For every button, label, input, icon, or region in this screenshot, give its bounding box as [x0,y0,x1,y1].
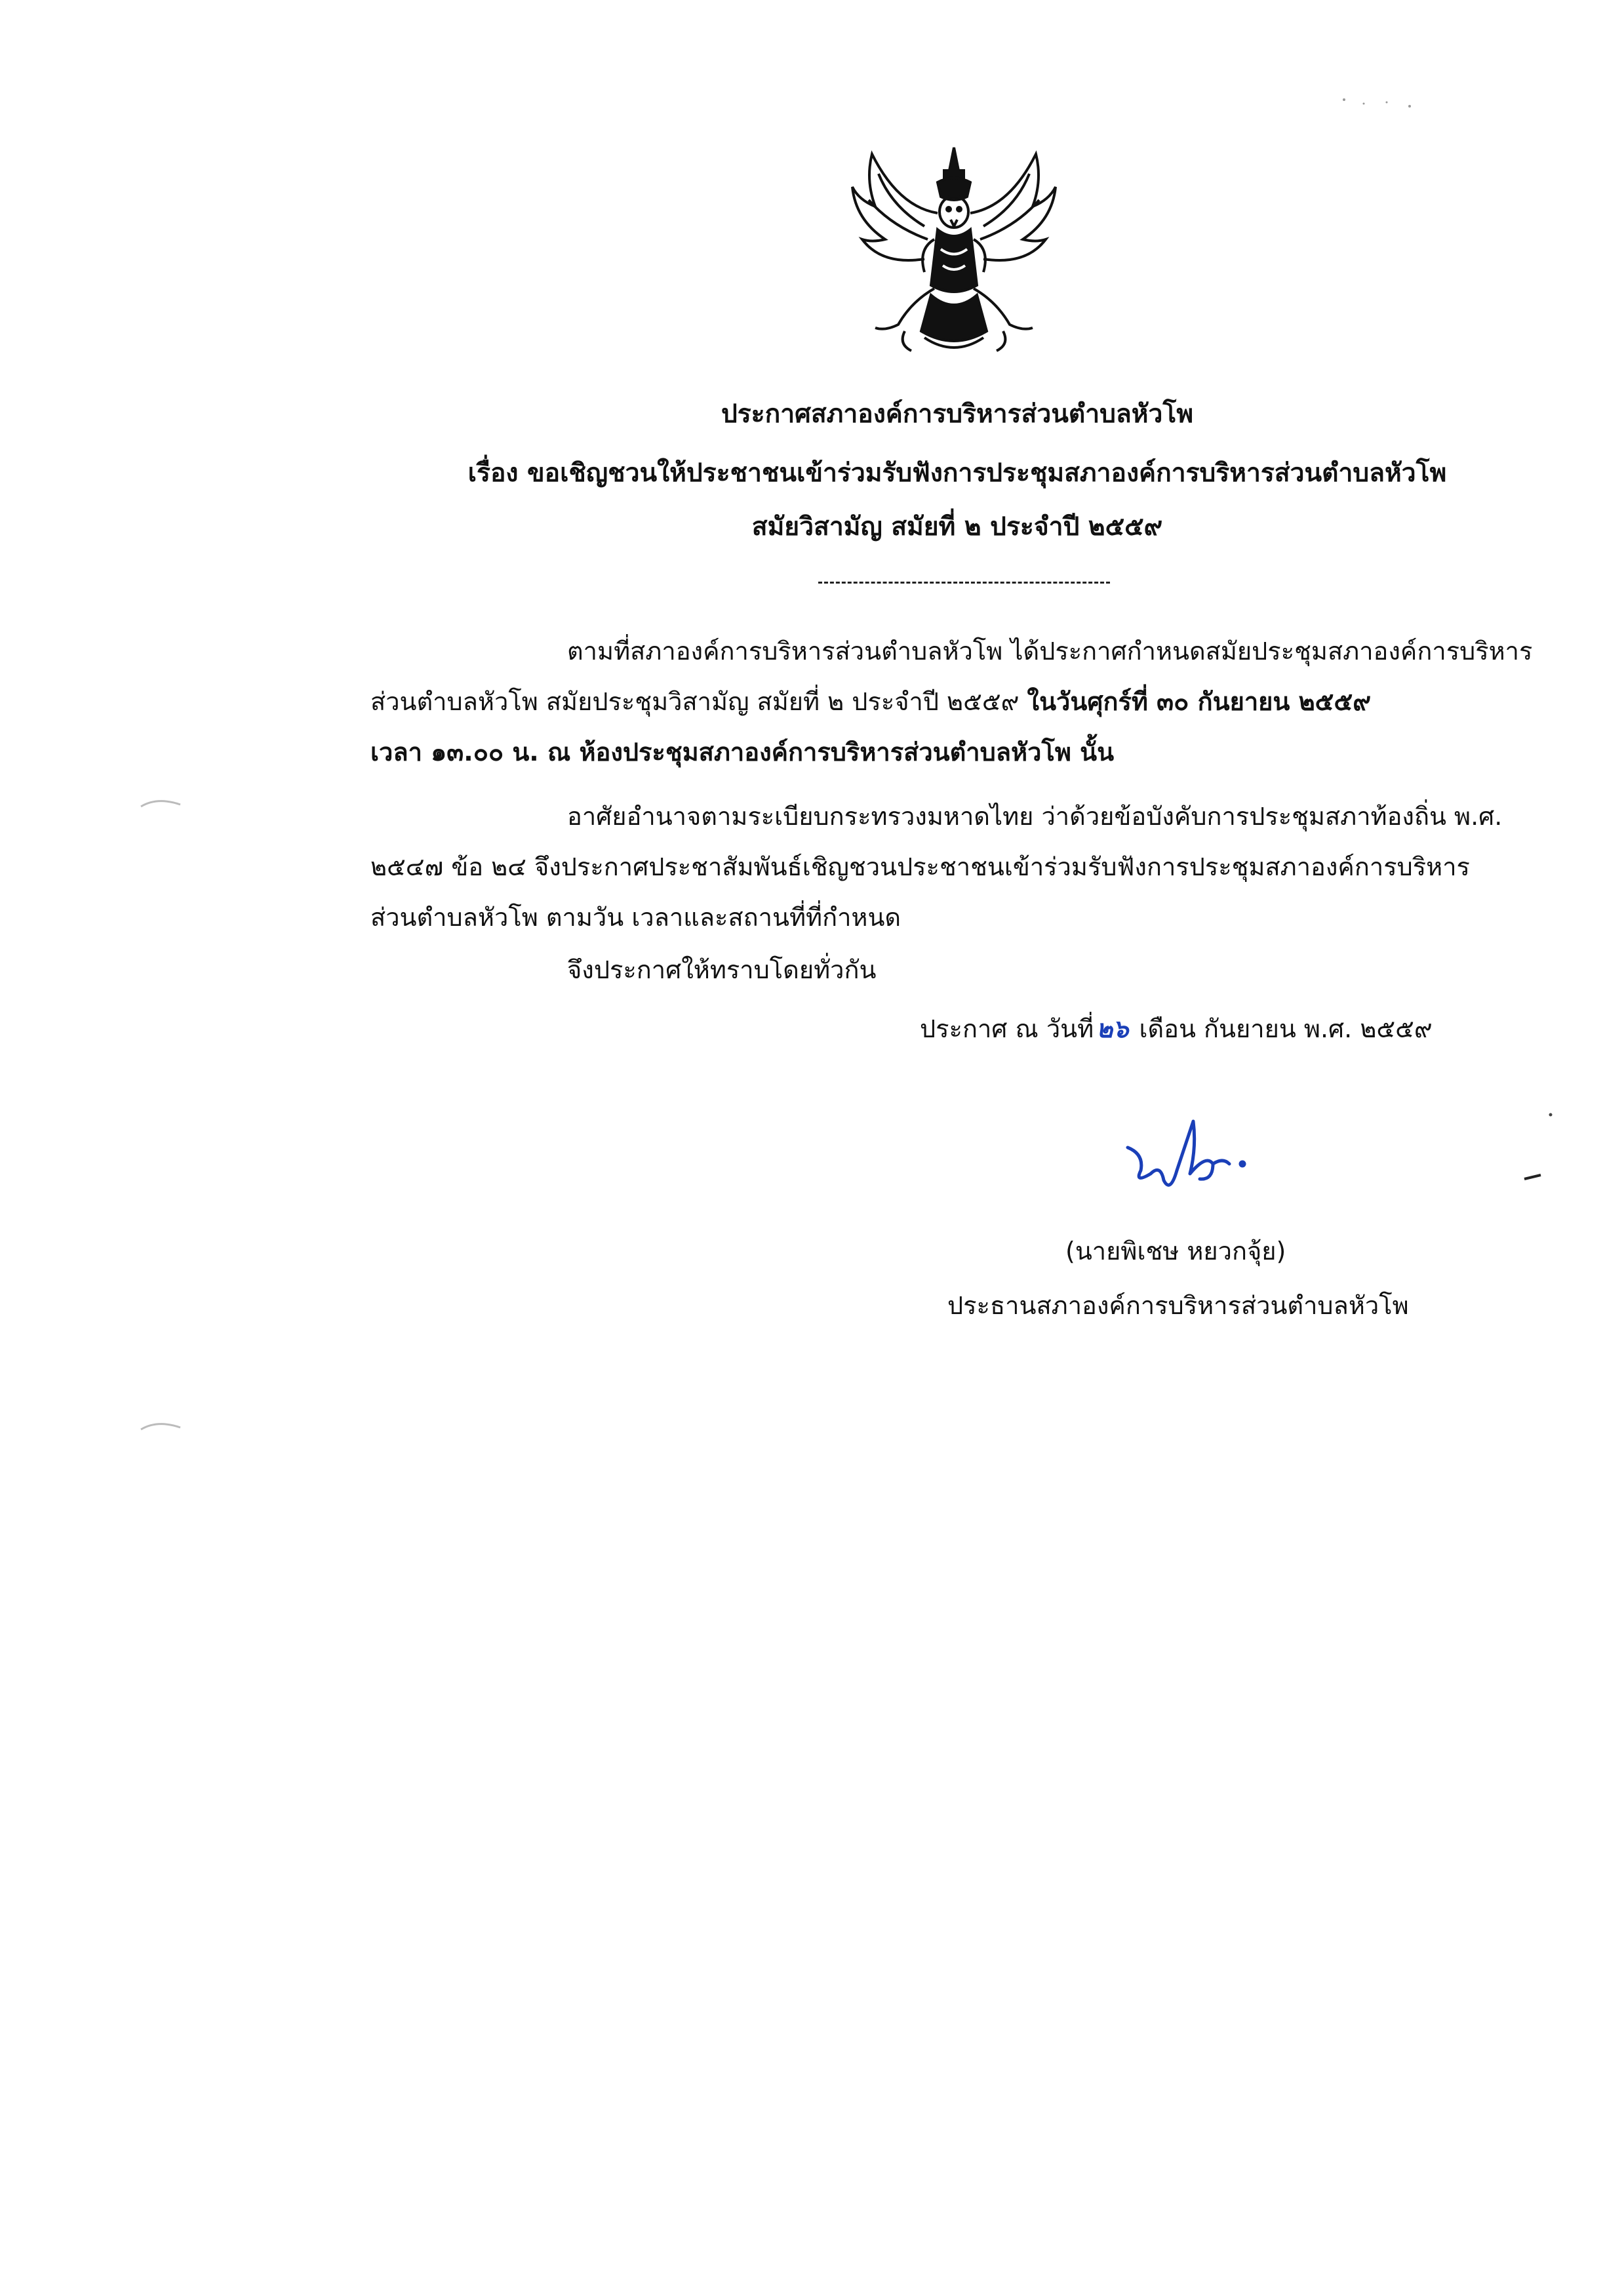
signer-name: (นายพิเชษ หยวกจุ้ย) [1065,1237,1286,1266]
handwritten-day: ๒๖ [1096,1014,1129,1043]
scan-mark-decoration [138,1420,184,1433]
scan-mark-decoration [1521,1167,1547,1187]
paragraph2-line1: อาศัยอำนาจตามระเบียบกระทรวงมหาดไทย ว่าด้วยข้อบังคับการประชุมสภาท้องถิ่น พ.ศ. [567,802,1503,831]
paragraph2-line3: ส่วนตำบลหัวโพ ตามวัน เวลาและสถานที่ที่กำหนด [370,903,901,932]
scan-speck-decoration [1337,92,1416,118]
paragraph2-line2: ๒๕๔๗ ข้อ ๒๔ จึงประกาศประชาสัมพันธ์เชิญชวนประชาชนเข้าร่วมรับฟังการประชุมสภาองค์การบริหาร [370,852,1470,881]
signer-position: ประธานสภาองค์การบริหารส่วนตำบลหัวโพ [947,1291,1409,1320]
paragraph-meeting-schedule [370,626,1544,778]
meeting-date: ในวันศุกร์ที่ ๓๐ กันยายน ๒๕๕๙ [1027,687,1372,716]
paragraph-legal-basis [370,791,1544,943]
handwritten-signature-icon [1115,1102,1265,1200]
announcement-date: ประกาศ ณ วันที่ ๒๖ เดือน กันยายน พ.ศ. ๒๕๕๙ [920,1014,1433,1043]
paragraph1-line2: ส่วนตำบลหัวโพ สมัยประชุมวิสามัญ สมัยที่ ๒ ประจำปี ๒๕๕๙ ในวันศุกร์ที่ ๓๐ กันยายน ๒๕๕๙ [370,687,1372,716]
closing-statement: จึงประกาศให้ทราบโดยทั่วกัน [567,955,877,984]
scan-mark-decoration [138,797,184,810]
scan-speck-decoration [1544,1108,1557,1121]
garuda-emblem-icon [846,134,1062,361]
document-page: ประกาศสภาองค์การบริหารส่วนตำบลหัวโพ เรื่อง ขอเชิญชวนให้ประชาชนเข้าร่วมรับฟังการประชุมสภาองค์การบริหารส่วนตำบลหัวโพ สมัยวิสามัญ สมัยที่ ๒ ประจำปี ๒๕๕๙ ตามที่สภาองค์การบริหารส่วนตำบลหัวโพ ได้ประกาศกำหนดสมัยประชุมสภาองค์การบริหาร ส่วนตำบลหัวโพ สมัยประชุมวิสามัญ สมัยที่ ๒ ประจำปี ๒๕๕๙ ในวันศุกร์ที่ ๓๐ กันยายน ๒๕๕๙ เวลา ๑๓.๐๐ น. ณ ห้องประชุมสภาองค์การบริหารส่วนตำบลหัวโพ นั้น อาศัยอำนาจตามระเบียบกระทรวงมหาดไทย ว่าด้วยข้อบังคับการประชุมสภาท้องถิ่น พ.ศ. ๒๕๔๗ ข้อ ๒๔ จึงประกาศประชาสัมพันธ์เชิญชวนประชาชนเข้าร่วมรับฟังการประชุมสภาองค์การบริหาร ส่วนตำบลหัวโพ ตามวัน เวลาและสถานที่ที่กำหนด จึงประกาศให้ทราบโดยทั่วกัน ประกาศ ณ วันที่ ๒๖ เดือน กันยายน พ.ศ. ๒๕๕๙ (นายพิเชษ หยวกจุ้ย) ประธานสภาองค์การบริหารส่วนตำบลหัวโพ [0,0,1624,2295]
paragraph1-line1: ตามที่สภาองค์การบริหารส่วนตำบลหัวโพ ได้ประกาศกำหนดสมัยประชุมสภาองค์การบริหาร [567,637,1533,666]
title-divider [818,582,1110,584]
paragraph1-line3 [370,727,1544,778]
meeting-time-place: เวลา ๑๓.๐๐ น. ณ ห้องประชุมสภาองค์การบริหารส่วนตำบลหัวโพ นั้น [370,738,1115,767]
